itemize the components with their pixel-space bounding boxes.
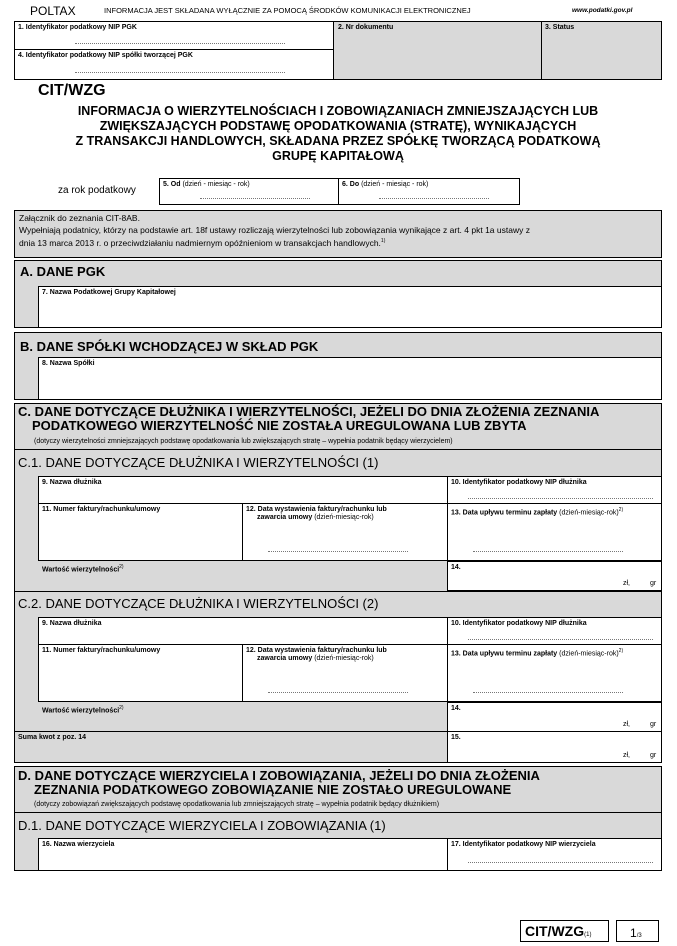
- field-15-sum[interactable]: 15. zł, gr: [447, 731, 662, 763]
- form-code: CIT/WZG: [38, 82, 106, 99]
- field-5-from[interactable]: 5. Od (dzień - miesiąc - rok): [159, 178, 339, 205]
- field-10-debtor-nip-2[interactable]: 10. Identyfikator podatkowy NIP dłużnika: [447, 617, 662, 645]
- c2-value-label: Wartość wierzytelności$^{2)}$: [42, 705, 124, 715]
- field-7-pgk-name[interactable]: 7. Nazwa Podatkowej Grupy Kapitałowej: [38, 286, 662, 328]
- field-11-invoice-no[interactable]: 11. Numer faktury/rachunku/umowy: [38, 503, 243, 561]
- field-16-creditor-name[interactable]: 16. Nazwa wierzyciela: [38, 838, 448, 871]
- field-2-label: 2. Nr dokumentu: [338, 24, 394, 31]
- field-17-creditor-nip[interactable]: 17. Identyfikator podatkowy NIP wierzyciela: [447, 838, 662, 871]
- footer-page-number: 1/3: [616, 920, 659, 942]
- section-c2-title: C.2. DANE DOTYCZĄCE DŁUŻNIKA I WIERZYTELNOŚCI (2): [18, 596, 379, 611]
- field-1-nip-pgk[interactable]: [14, 21, 334, 50]
- field-13-due-date[interactable]: 13. Data upływu terminu zapłaty (dzień-miesiąc-rok)$^{2)}$: [447, 503, 662, 561]
- field-11-invoice-no-2[interactable]: 11. Numer faktury/rachunku/umowy: [38, 644, 243, 702]
- section-d-title: D. DANE DOTYCZĄCE WIERZYCIELA I ZOBOWIĄZANIA, JEŻELI DO DNIA ZŁOŻENIA ZEZNANIA PODATKOWEGO ZOBOWIĄZANIE NIE ZOSTAŁO UREGULOWANE: [18, 768, 540, 797]
- header-website: www.podatki.gov.pl: [572, 7, 633, 14]
- field-4-nip-spolki[interactable]: [14, 49, 334, 80]
- field-1-label: 1. Identyfikator podatkowy NIP PGK: [18, 24, 137, 31]
- header-brand: POLTAX: [30, 4, 76, 18]
- attachment-note: Załącznik do zeznania CIT-8AB. Wypełniają podatnicy, którzy na podstawie art. 18f ustawy rozliczają wierzytelności lub zobowiązania wynikające z art. 4 pkt 1a ustawy z dnia 13 marca 2013 r. o przeciwdziałaniu nadmiernym opóźnieniom w transakcjach handlowych.$^{1)}$: [14, 210, 662, 258]
- field-10-debtor-nip[interactable]: 10. Identyfikator podatkowy NIP dłużnika: [447, 476, 662, 504]
- header-notice: INFORMACJA JEST SKŁADANA WYŁĄCZNIE ZA POMOCĄ ŚRODKÓW KOMUNIKACJI ELEKTRONICZNEJ: [104, 6, 471, 15]
- field-12-issue-date[interactable]: 12. Data wystawienia faktury/rachunku lub zawarcia umowy (dzień-miesiąc-rok): [242, 503, 448, 561]
- field-8-company-name[interactable]: 8. Nazwa Spółki: [38, 357, 662, 400]
- section-c-note: (dotyczy wierzytelności zmniejszających podstawę opodatkowania lub zwiększających stratę – wypełnia podatnik będący wierzycielem): [34, 438, 453, 445]
- field-12-issue-date-2[interactable]: 12. Data wystawienia faktury/rachunku lub zawarcia umowy (dzień-miesiąc-rok): [242, 644, 448, 702]
- sum-label: Suma kwot z poz. 14: [18, 734, 87, 741]
- section-b-title: B. DANE SPÓŁKI WCHODZĄCEJ W SKŁAD PGK: [20, 339, 319, 354]
- section-a-title: A. DANE PGK: [20, 264, 106, 279]
- field-6-to[interactable]: 6. Do (dzień - miesiąc - rok): [338, 178, 520, 205]
- section-d1-title: D.1. DANE DOTYCZĄCE WIERZYCIELA I ZOBOWIĄZANIA (1): [18, 818, 386, 833]
- form-title: INFORMACJA O WIERZYTELNOŚCIACH I ZOBOWIĄZANIACH ZMNIEJSZAJĄCYCH LUB ZWIĘKSZAJĄCYCH PODSTAWĘ OPODATKOWANIA (STRATĘ), WYNIKAJĄCYCH Z TRANSAKCJI HANDLOWYCH, SKŁADANA PRZEZ SPÓŁKĘ TWORZĄCĄ PODATKOWĄ GRUPĘ KAPITAŁOWĄ: [75, 104, 601, 163]
- period-label: za rok podatkowy: [58, 185, 136, 196]
- field-9-debtor-name-2[interactable]: 9. Nazwa dłużnika: [38, 617, 448, 645]
- field-9-debtor-name[interactable]: 9. Nazwa dłużnika: [38, 476, 448, 504]
- footer-form-code: CIT/WZG(1): [520, 920, 609, 942]
- section-c1-title: C.1. DANE DOTYCZĄCE DŁUŻNIKA I WIERZYTELNOŚCI (1): [18, 455, 379, 470]
- field-14-value-2[interactable]: 14. zł, gr: [447, 702, 662, 732]
- c1-value-label: Wartość wierzytelności$^{2)}$: [42, 564, 124, 574]
- section-c-title: C. DANE DOTYCZĄCE DŁUŻNIKA I WIERZYTELNOŚCI, JEŻELI DO DNIA ZŁOŻENIA ZEZNANIA PODATKOWEGO WIERZYTELNOŚĆ NIE ZOSTAŁA UREGULOWANA LUB ZBYTA: [18, 404, 600, 433]
- field-4-label: 4. Identyfikator podatkowy NIP spółki tworzącej PGK: [18, 52, 193, 59]
- field-13-due-date-2[interactable]: 13. Data upływu terminu zapłaty (dzień-miesiąc-rok)$^{2)}$: [447, 644, 662, 702]
- field-14-value[interactable]: 14. zł, gr: [447, 561, 662, 591]
- section-d-note: (dotyczy zobowiązań zwiększających podstawę opodatkowania lub zmniejszających stratę – wypełnia podatnik będący dłużnikiem): [34, 801, 440, 808]
- field-3-label: 3. Status: [545, 24, 575, 31]
